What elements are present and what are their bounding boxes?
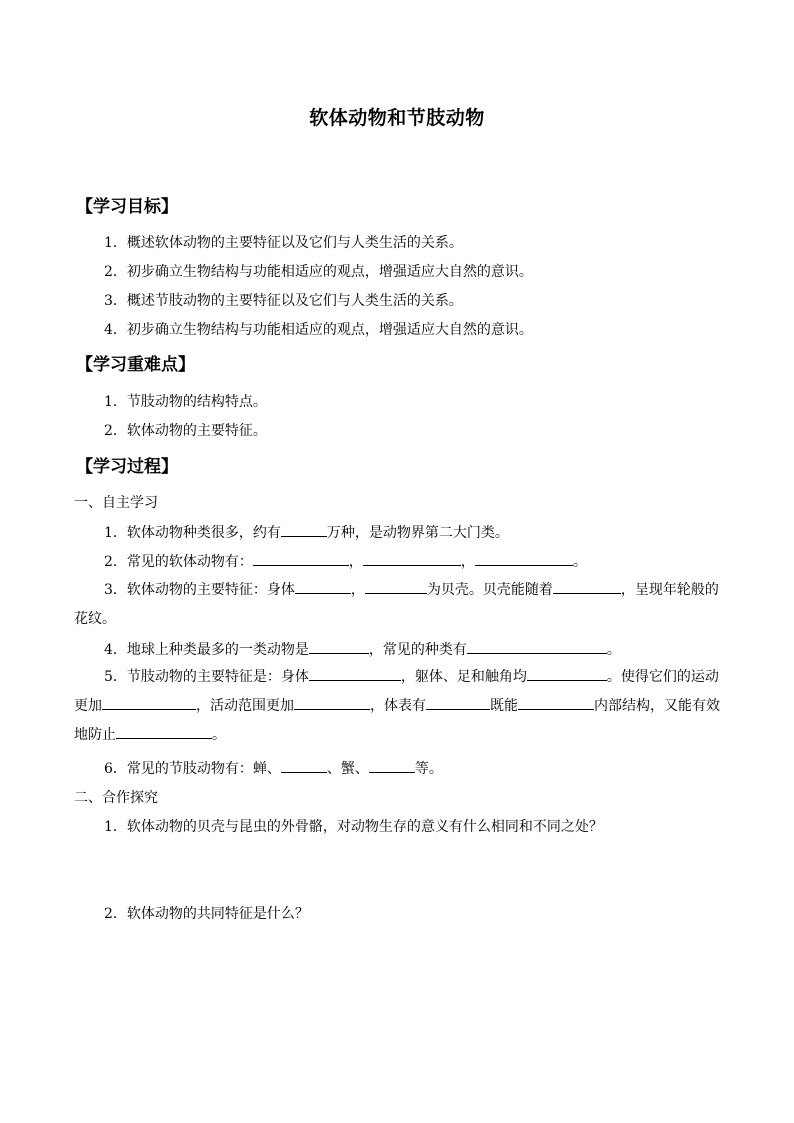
answer-blank[interactable] [527, 666, 607, 681]
answer-blank[interactable] [281, 522, 327, 537]
self-study-label: 一、自主学习 [74, 495, 158, 511]
question-4: 4．地球上种类最多的一类动物是 ，常见的种类有 。 [104, 639, 621, 660]
answer-blank[interactable] [369, 758, 415, 773]
answer-blank[interactable] [426, 695, 490, 710]
answer-blank[interactable] [363, 551, 461, 566]
question-3: 3．软体动物的主要特征：身体 ， 为贝壳。贝壳能随着 ，呈现年轮般的花纹。 [74, 576, 724, 634]
key-points-heading: 【学习重难点】 [76, 355, 195, 375]
answer-blank[interactable] [309, 666, 401, 681]
question-2: 2．常见的软体动物有： ， ， 。 [104, 551, 587, 572]
answer-blank[interactable] [294, 695, 370, 710]
process-heading: 【学习过程】 [76, 457, 178, 477]
goal-item: 4．初步确立生物结构与功能相适应的观点，增强适应大自然的意识。 [104, 322, 533, 338]
key-point-item: 2．软体动物的主要特征。 [104, 423, 267, 439]
cooperation-question-2: 2．软体动物的共同特征是什么？ [104, 906, 309, 922]
answer-blank[interactable] [553, 579, 621, 594]
answer-blank[interactable] [475, 551, 573, 566]
answer-blank[interactable] [253, 551, 349, 566]
answer-blank[interactable] [102, 695, 196, 710]
key-point-item: 1．节肢动物的结构特点。 [104, 394, 267, 410]
answer-blank[interactable] [309, 639, 369, 654]
answer-blank[interactable] [518, 695, 594, 710]
cooperation-question-1: 1．软体动物的贝壳与昆虫的外骨骼，对动物生存的意义有什么相同和不同之处？ [104, 819, 603, 835]
answer-blank[interactable] [467, 639, 607, 654]
goal-item: 1．概述软体动物的主要特征以及它们与人类生活的关系。 [104, 235, 463, 251]
answer-blank[interactable] [295, 579, 351, 594]
goal-item: 3．概述节肢动物的主要特征以及它们与人类生活的关系。 [104, 293, 463, 309]
answer-blank[interactable] [116, 724, 212, 739]
answer-blank[interactable] [281, 758, 327, 773]
page-title: 软体动物和节肢动物 [309, 107, 485, 129]
goals-heading: 【学习目标】 [76, 197, 178, 217]
cooperation-label: 二、合作探究 [74, 790, 158, 806]
question-1: 1．软体动物种类很多，约有 万种，是动物界第二大门类。 [104, 522, 509, 543]
question-6: 6．常见的节肢动物有：蝉、 、蟹、 等。 [104, 758, 443, 779]
goal-item: 2．初步确立生物结构与功能相适应的观点，增强适应大自然的意识。 [104, 264, 533, 280]
question-5: 5．节肢动物的主要特征是：身体 ，躯体、足和触角均 。使得它们的运动更加 ，活动范围更加 ，体表有 既能 内部结构，又能有效地防止 。 [74, 663, 724, 750]
answer-blank[interactable] [365, 579, 427, 594]
